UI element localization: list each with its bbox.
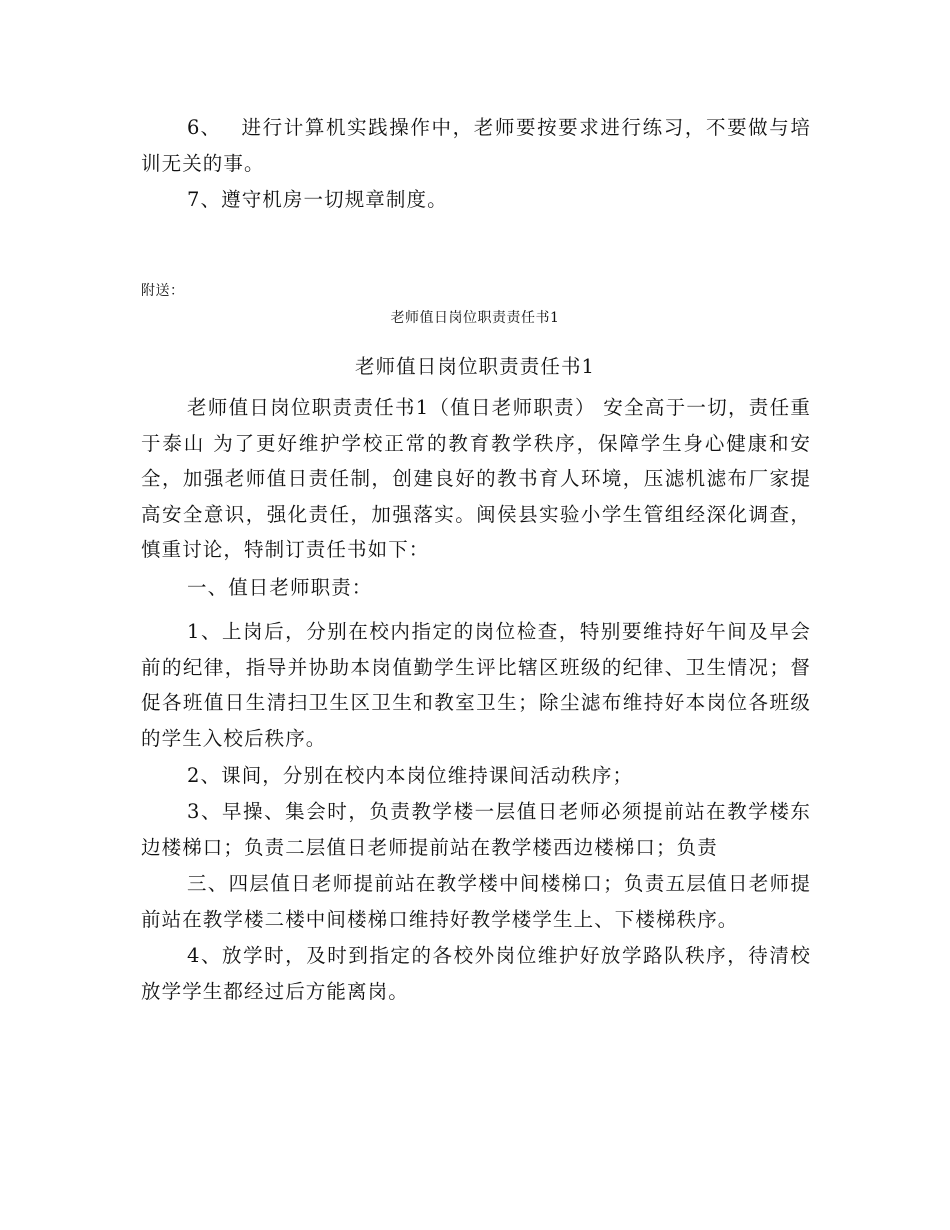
rule-item-6 (141, 110, 811, 181)
duty-2: 2、课间，分别在校内本岗位维持课间活动秩序； (187, 764, 634, 787)
duty-1: 1、上岗后，分别在校内指定的岗位检查，特别要维持好午间及早会前的纪律，指导并协助本岗值勤学生评比辖区班级的纪律、卫生情况；督促各班值日生清扫卫生区卫生和教室卫生；除尘滤布维持好本岗位各班级的学生入校后秩序。 (141, 620, 811, 750)
rule-item-6-text: 进行计算机实践操作中，老师要按要求进行练习，不要做与培训无关的事。 (141, 116, 811, 175)
duty-4: 4、放学时，及时到指定的各校外岗位维护好放学路队秩序，待清校放学学生都经过后方能离岗。 (141, 944, 811, 1003)
appendix-small-title: 老师值日岗位职责责任书1 (390, 310, 560, 326)
document-title: 老师值日岗位职责责任书1 (354, 355, 596, 378)
duty-3-continued: 三、四层值日老师提前站在教学楼中间楼梯口；负责五层值日老师提前站在教学楼二楼中间楼梯口维持好教学楼学生上、下楼梯秩序。 (141, 872, 811, 931)
duty-3: 3、早操、集会时，负责教学楼一层值日老师必须提前站在教学楼东边楼梯口；负责二层值日老师提前站在教学楼西边楼梯口；负责 (141, 800, 811, 859)
section-heading: 一、值日老师职责： (187, 576, 373, 599)
intro-paragraph: 老师值日岗位职责责任书1（值日老师职责） 安全高于一切，责任重于泰山 为了更好维护学校正常的教育教学秩序，保障学生身心健康和安全，加强老师值日责任制，创建良好的教书育人环境，压滤机滤布厂家提高安全意识，强化责任，加强落实。闽侯县实验小学生管组经深化调查，慎重讨论，特制订责任书如下： (141, 396, 811, 561)
rule-item-6-number: 6、 (187, 116, 222, 139)
appendix-label: 附送： (141, 283, 185, 299)
rule-item-7: 7、遵守机房一切规章制度。 (187, 188, 448, 211)
